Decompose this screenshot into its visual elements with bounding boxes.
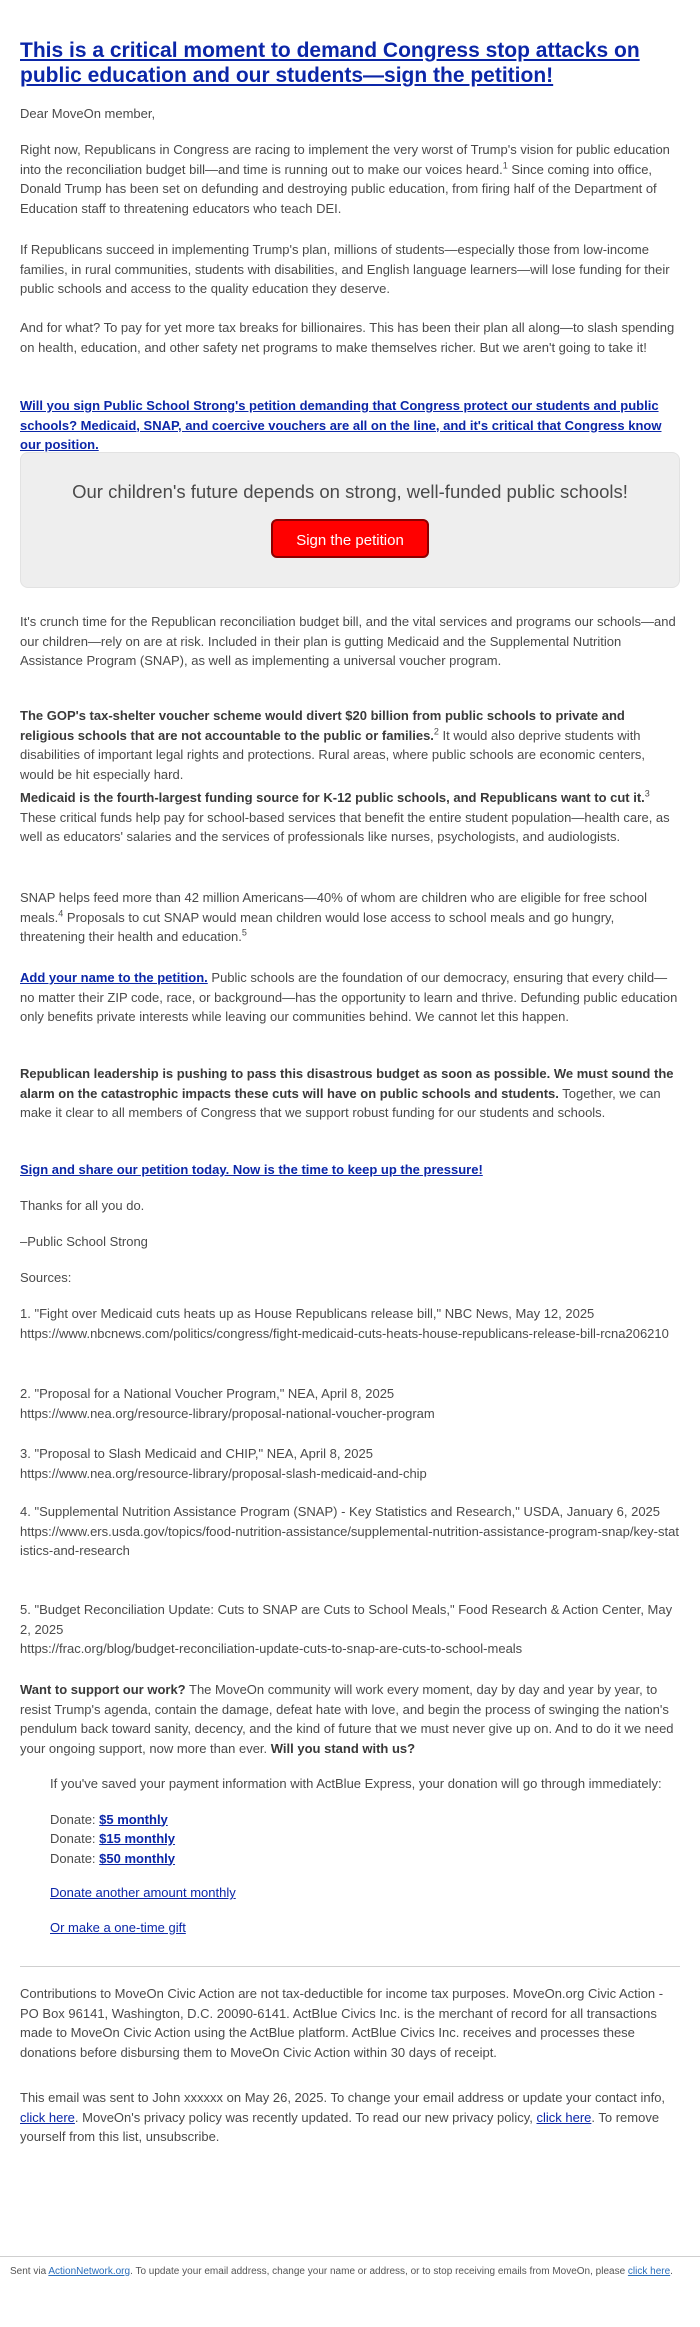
footnote-ref: 5 xyxy=(241,927,247,938)
intro-p1-text-cont: Since coming into office, Donald Trump has been set on defunding and destroying public education, from firing half of the Department of Education staff to threatening educators who teach DEI. xyxy=(20,161,657,216)
body-p6-text: Together, we can make it clear to all members of Congress that we support robust funding for our students and schools. xyxy=(20,1085,661,1120)
one-time-gift-link[interactable]: Or make a one-time gift xyxy=(50,1919,186,1935)
intro-paragraph-2: If Republicans succeed in implementing Trump's plan, millions of students—especially those from low-income families, in rural communities, students with disabilities, and English language learners—will lose funding for their public schools and access to the quality education they deserve. xyxy=(20,242,670,296)
sources-label: Sources: xyxy=(20,1270,72,1285)
body-p4-text: SNAP helps feed more than 42 million Americans—40% of whom are children who are eligible for free school meals. xyxy=(20,890,647,925)
intro-paragraph-3: And for what? To pay for yet more tax breaks for billionaires. This has been their plan all along—to slash spending on health, education, and other safety net programs to make themselves richer. But we aren't going to take it! xyxy=(20,320,675,355)
donate-50-link[interactable]: $50 monthly xyxy=(99,1850,176,1866)
intro-paragraph-1 xyxy=(20,140,680,218)
petition-callout-heading: Our children's future depends on strong, well-funded public schools! xyxy=(72,481,628,502)
footnote-ref: 1 xyxy=(502,160,508,171)
source-citation: 2. "Proposal for a National Voucher Program," NEA, April 8, 2025 xyxy=(20,1386,395,1401)
source-item xyxy=(20,1600,680,1659)
actblue-note: If you've saved your payment information with ActBlue Express, your donation will go through immediately: xyxy=(50,1776,662,1791)
divider xyxy=(20,1966,680,1967)
update-contact-link[interactable]: click here xyxy=(20,2109,75,2125)
source-item xyxy=(20,1304,680,1343)
footer-prefix: Sent via xyxy=(10,2266,49,2277)
body-paragraph-1: It's crunch time for the Republican reconciliation budget bill, and the vital services and programs our schools—and our children—rely on are at risk. Included in their plan is gutting Medicaid and the Supplemental Nutrition Assistance Program (SNAP), as well as implementing a universal voucher program. xyxy=(20,614,676,668)
source-url: https://www.nea.org/resource-library/proposal-slash-medicaid-and-chip xyxy=(20,1465,427,1481)
sign-petition-button[interactable]: Sign the petition xyxy=(271,519,429,558)
donate-other-line xyxy=(50,1883,680,1903)
petition-ask-link[interactable]: Will you sign Public School Strong's petition demanding that Congress protect our students and public schools? Medicaid, SNAP, and coercive vouchers are all on the line, and it's critical that Congress know our position. xyxy=(20,398,662,452)
source-citation: 3. "Proposal to Slash Medicaid and CHIP," NEA, April 8, 2025 xyxy=(20,1446,373,1461)
donate-once-line xyxy=(50,1918,680,1938)
source-item xyxy=(20,1444,680,1483)
donation-option xyxy=(50,1849,680,1869)
body-p3-text: These critical funds help pay for school-based services that benefit the entire student population—health care, as well as educators' salaries and the services of professionals like nurses, psychologists, and audiologists. xyxy=(20,809,670,844)
source-url: https://www.nbcnews.com/politics/congress/fight-medicaid-cuts-heats-house-republicans-release-bill-rcna206210 xyxy=(20,1325,669,1341)
thanks-line: Thanks for all you do. xyxy=(20,1198,145,1213)
body-paragraph-6 xyxy=(20,1064,680,1123)
recipient-notice xyxy=(20,2088,680,2147)
body-paragraph-4 xyxy=(20,888,680,947)
footer-text xyxy=(0,2257,700,2278)
notice-text: This email was sent to John xxxxxx on May 26, 2025. To change your email address or update your contact info, xyxy=(20,2090,666,2105)
body-p2-text: It would also deprive students with disabilities of important legal rights and protections. Rural areas, where public schools are economic centers, would be hit especially hard. xyxy=(20,727,646,782)
petition-callout-box xyxy=(20,452,680,588)
share-paragraph xyxy=(20,1160,680,1180)
email-title xyxy=(20,38,680,88)
signature-line: –Public School Strong xyxy=(20,1234,148,1249)
privacy-policy-link[interactable]: click here xyxy=(536,2109,592,2125)
source-citation: 4. "Supplemental Nutrition Assistance Program (SNAP) - Key Statistics and Research," USDA, January 6, 2025 xyxy=(20,1504,661,1519)
donation-option xyxy=(50,1829,680,1849)
donation-list xyxy=(50,1810,680,1869)
donate-prefix: Donate: xyxy=(50,1811,100,1827)
footer-bar xyxy=(0,2256,700,2278)
source-url: https://www.ers.usda.gov/topics/food-nutrition-assistance/supplemental-nutrition-assistance-program-snap/key-statistics-and-research xyxy=(20,1523,679,1558)
email-body xyxy=(0,38,700,2144)
body-paragraph-5 xyxy=(20,968,680,1027)
support-paragraph xyxy=(20,1680,680,1758)
title-link[interactable]: This is a critical moment to demand Congress stop attacks on public education and our students—sign the petition! xyxy=(20,39,640,87)
petition-ask-paragraph xyxy=(20,396,680,455)
donate-15-link[interactable]: $15 monthly xyxy=(99,1831,176,1846)
notice-text-cont: . MoveOn's privacy policy was recently updated. To read our new privacy policy, xyxy=(74,2109,537,2125)
support-ask: Will you stand with us? xyxy=(267,1740,416,1756)
source-url: https://www.nea.org/resource-library/proposal-national-voucher-program xyxy=(20,1405,435,1421)
source-citation: 1. "Fight over Medicaid cuts heats up as House Republicans release bill," NBC News, May 12, 2025 xyxy=(20,1306,595,1321)
body-paragraph-2 xyxy=(20,706,680,784)
footer-suffix: . xyxy=(670,2266,673,2277)
source-url: https://frac.org/blog/budget-reconciliation-update-cuts-to-snap-are-cuts-to-school-meals xyxy=(20,1641,523,1656)
source-item xyxy=(20,1502,680,1561)
notice-text-end: . To remove yourself from this list, unsubscribe. xyxy=(20,2109,660,2144)
support-text: The MoveOn community will work every moment, day by day and year by year, to resist Trump's agenda, contain the damage, defeat hate with love, and begin the process of swinging the nation's pendulum back toward sanity, decency, and the kind of future that we must never give up on. And to do it we need your ongoing support, now more than ever. xyxy=(20,1682,674,1756)
donate-prefix: Donate: xyxy=(50,1850,100,1866)
greeting: Dear MoveOn member, xyxy=(20,106,156,121)
source-citation: 5. "Budget Reconciliation Update: Cuts to SNAP are Cuts to School Meals," Food Research & Action Center, May 2, 2025 xyxy=(20,1602,673,1637)
add-name-link[interactable]: Add your name to the petition. xyxy=(20,970,208,985)
source-item xyxy=(20,1384,680,1423)
support-heading: Want to support our work? xyxy=(20,1682,186,1697)
donation-option xyxy=(50,1810,680,1830)
donate-prefix: Donate: xyxy=(50,1831,100,1846)
donate-5-link[interactable]: $5 monthly xyxy=(99,1811,168,1827)
leadership-statement: Republican leadership is pushing to pass this disastrous budget as soon as possible. We must sound the alarm on the catastrophic impacts these cuts will have on public schools and students. xyxy=(20,1066,674,1101)
medicaid-statement: Medicaid is the fourth-largest funding source for K-12 public schools, and Republicans want to cut it. xyxy=(20,790,645,805)
actionnetwork-link[interactable]: ActionNetwork.org xyxy=(48,2266,131,2277)
footnote-ref: 2 xyxy=(433,726,439,737)
share-petition-link[interactable]: Sign and share our petition today. Now is the time to keep up the pressure! xyxy=(20,1162,483,1177)
body-p5-text: Public schools are the foundation of our democracy, ensuring that every child—no matter their ZIP code, race, or background—has the opportunity to learn and thrive. Defunding public education only benefits private interests while leaving our communities behind. We cannot let this happen. xyxy=(20,970,678,1024)
intro-p1-text: Right now, Republicans in Congress are racing to implement the very worst of Trump's vision for public education into the reconciliation budget bill—and time is running out to make our voices heard. xyxy=(20,142,670,177)
footnote-ref: 3 xyxy=(644,788,650,799)
body-paragraph-3 xyxy=(20,788,680,847)
body-p4-text-cont: Proposals to cut SNAP would mean children would lose access to school meals and go hungry, threatening their health and education. xyxy=(20,909,615,944)
legal-disclaimer: Contributions to MoveOn Civic Action are not tax-deductible for income tax purposes. MoveOn.org Civic Action - PO Box 96141, Washington, D.C. 20090-6141. ActBlue Civics Inc. is the merchant of record for all transactions made to MoveOn Civic Action using the ActBlue platform. ActBlue Civics Inc. receives and processes these donations before disbursing them to MoveOn Civic Action within 30 days of receipt. xyxy=(20,1986,664,2060)
voucher-statement: The GOP's tax-shelter voucher scheme would divert $20 billion from public schools to private and religious schools that are not accountable to the public or families. xyxy=(20,708,625,743)
footnote-ref: 4 xyxy=(58,908,64,919)
donation-section xyxy=(20,1774,680,1937)
donate-other-amount-link[interactable]: Donate another amount monthly xyxy=(50,1885,236,1900)
footer-unsubscribe-link[interactable]: click here xyxy=(627,2266,671,2277)
footer-middle: . To update your email address, change your name or address, or to stop receiving emails from MoveOn, please xyxy=(130,2266,628,2277)
